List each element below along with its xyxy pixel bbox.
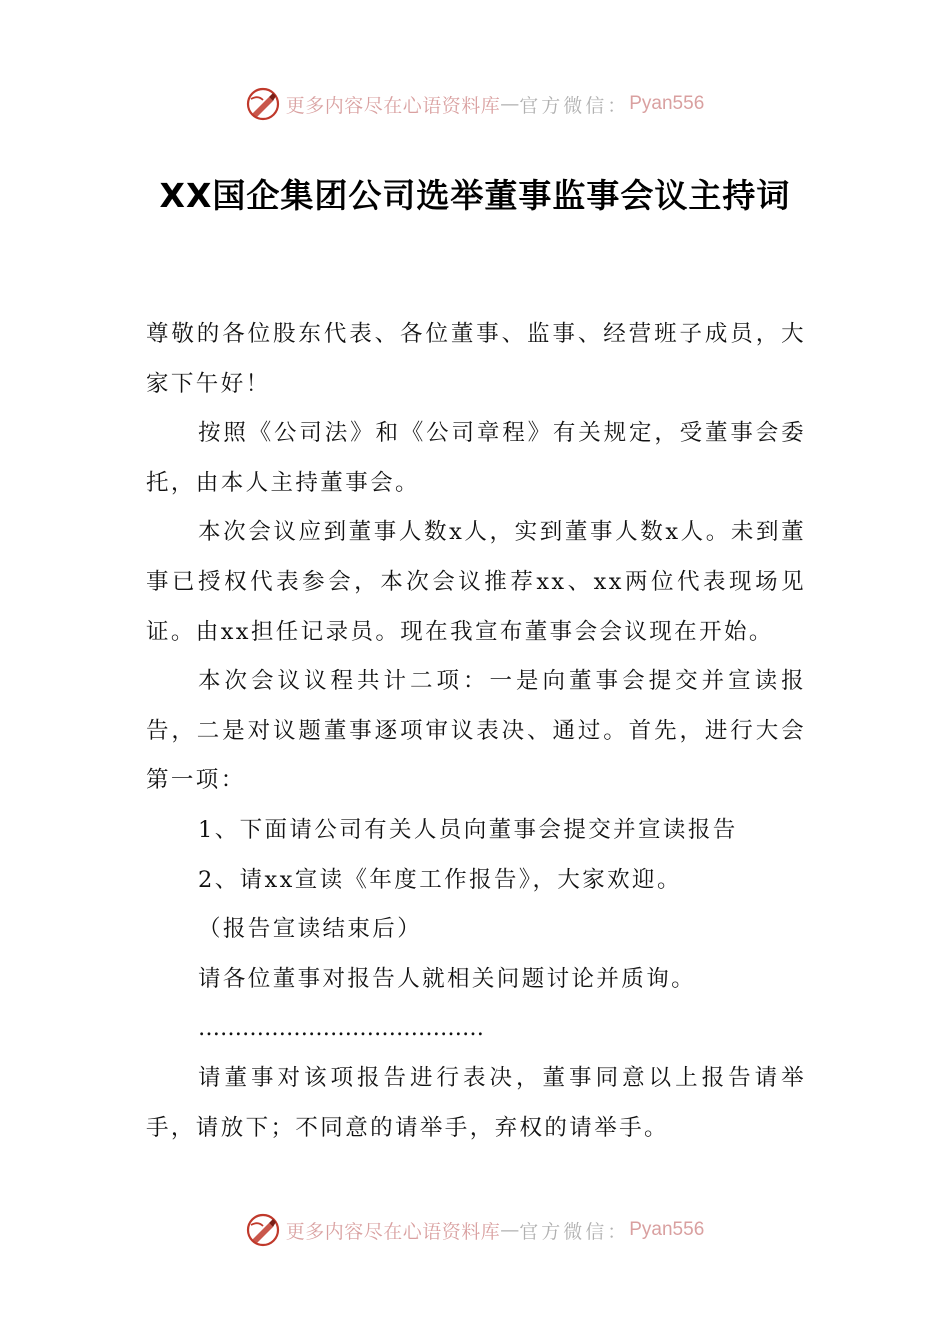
paragraph-discussion: 请各位董事对报告人就相关问题讨论并质询。 — [198, 965, 697, 992]
banner-text: 更多内容尽在心语资料库 — [285, 1220, 501, 1243]
banner-wechat-label: 官方微信： — [519, 1220, 630, 1243]
ellipsis-divider: ………………………………… — [198, 1016, 484, 1042]
banner-separator: — — [500, 1219, 520, 1241]
document-title: XX国企集团公司选举董事监事会议主持词 — [159, 176, 791, 215]
header-banner — [0, 82, 950, 126]
agenda-item-1: 1、下面请公司有关人员向董事会提交并宣读报告 — [198, 816, 738, 843]
banner-text: 更多内容尽在心语资料库 — [285, 94, 501, 117]
paragraph-greeting: 尊敬的各位股东代表、各位董事、监事、经营班子成员，大家下午好！ — [146, 321, 806, 397]
banner-wechat-label: 官方微信： — [519, 94, 630, 117]
pen-logo-icon — [246, 1213, 280, 1247]
banner-wechat-id: Pyan556 — [629, 93, 705, 114]
footer-banner — [0, 1208, 950, 1252]
pen-logo-icon — [246, 87, 280, 121]
banner-separator: — — [500, 93, 520, 115]
paragraph-attendance: 本次会议应到董事人数x人，实到董事人数x人。未到董事已授权代表参会，本次会议推荐xx、xx两位代表现场见证。由xx担任记录员。现在我宣布董事会会议现在开始。 — [146, 519, 806, 645]
document-body — [146, 310, 806, 1153]
agenda-item-2: 2、请xx宣读《年度工作报告》，大家欢迎。 — [198, 866, 682, 893]
paragraph-authority: 按照《公司法》和《公司章程》有关规定，受董事会委托，由本人主持董事会。 — [146, 420, 806, 496]
paragraph-after-report: （报告宣读结束后） — [198, 916, 423, 943]
paragraph-agenda: 本次会议议程共计二项：一是向董事会提交并宣读报告，二是对议题董事逐项审议表决、通过。首先，进行大会第一项： — [146, 668, 806, 794]
paragraph-vote: 请董事对该项报告进行表决，董事同意以上报告请举手，请放下；不同意的请举手，弃权的请举手。 — [146, 1064, 806, 1141]
banner-wechat-id: Pyan556 — [629, 1219, 705, 1240]
